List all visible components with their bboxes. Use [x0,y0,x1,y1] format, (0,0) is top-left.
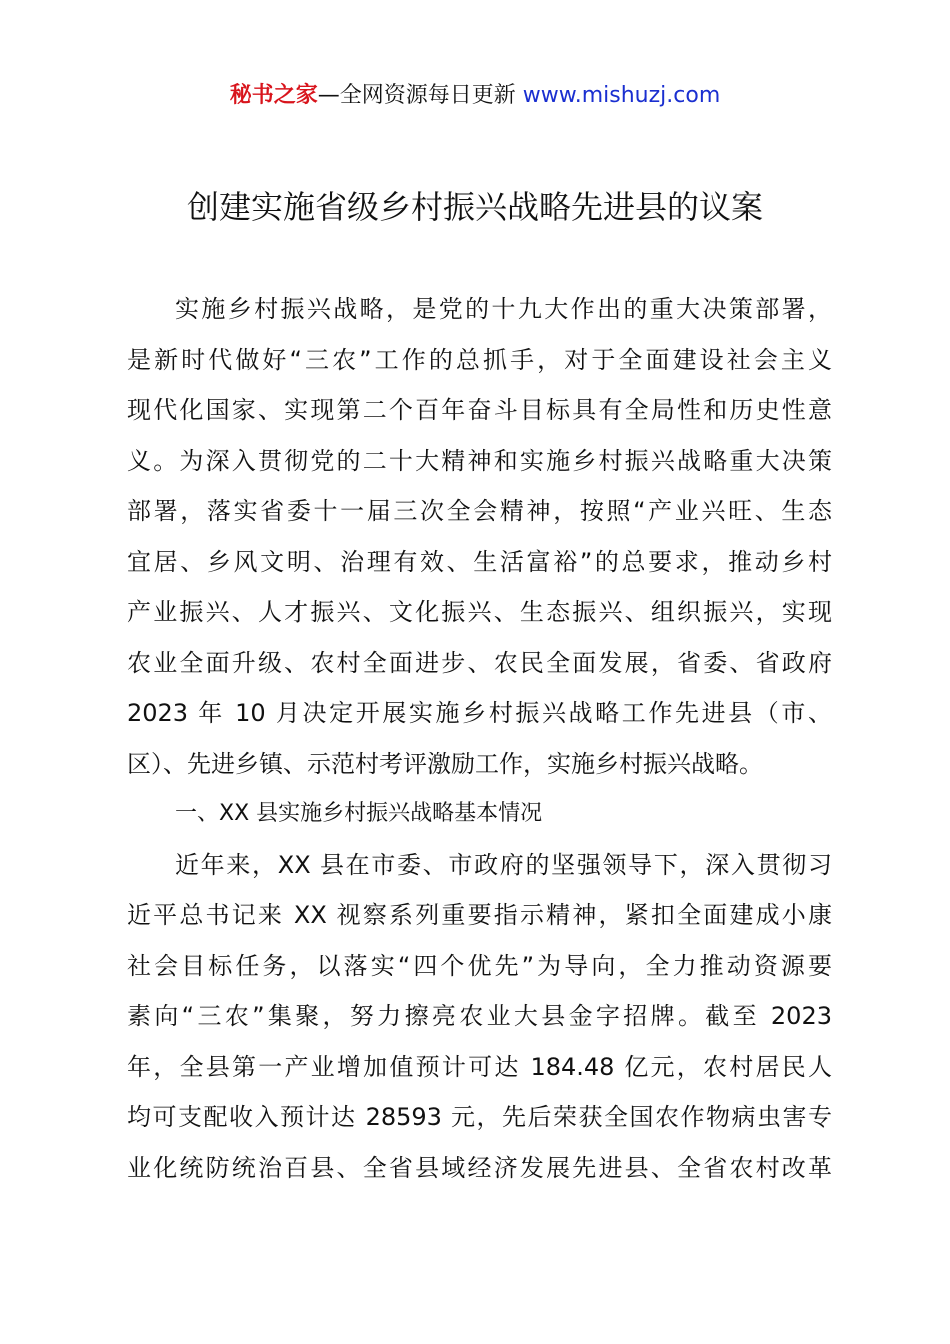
paragraph-line: 近年来，XX 县在市委、市政府的坚强领导下，深入贯彻习 [175,850,832,879]
paragraph-line: 是新时代做好“三农”工作的总抓手，对于全面建设社会主义 [127,345,832,374]
paragraph-line: 社会目标任务，以落实“四个优先”为导向，全力推动资源要 [127,951,832,980]
paragraph-line: 宜居、乡风文明、治理有效、生活富裕”的总要求，推动乡村 [127,547,832,576]
document-title: 创建实施省级乡村振兴战略先进县的议案 [186,188,763,226]
paragraph-line: 农业全面升级、农村全面进步、农民全面发展，省委、省政府 [127,648,832,677]
paragraph-line: 产业振兴、人才振兴、文化振兴、生态振兴、组织振兴，实现 [127,598,832,626]
paragraph-line: 区）、先进乡镇、示范村考评激励工作，实施乡村振兴战略。 [127,749,763,778]
paragraph-line: 现代化国家、实现第二个百年奋斗目标具有全局性和历史性意 [127,396,832,424]
paragraph-line: 业化统防统治百县、全省县域经济发展先进县、全省农村改革 [127,1153,832,1182]
site-header [0,80,950,112]
paragraph-line: 义。为深入贯彻党的二十大精神和实施乡村振兴战略重大决策 [127,446,832,475]
section-heading: 一、XX 县实施乡村振兴战略基本情况 [175,801,543,826]
paragraph-line: 年，全县第一产业增加值预计可达 184.48 亿元，农村居民人 [127,1052,832,1081]
paragraph-line: 2023 年 10 月决定开展实施乡村振兴战略工作先进县（市、 [127,699,832,727]
document-body [127,284,832,1193]
paragraph-line: 部署，落实省委十一届三次全会精神，按照“产业兴旺、生态 [127,497,832,525]
site-brand: 秘书之家 [229,83,318,108]
paragraph-line: 实施乡村振兴战略，是党的十九大作出的重大决策部署， [175,295,832,323]
site-tagline: —全网资源每日更新 [317,83,523,108]
site-url[interactable]: www.mishuzj.com [522,83,721,108]
paragraph-line: 近平总书记来 XX 视察系列重要指示精神，紧扣全面建成小康 [127,901,832,929]
paragraph-line: 均可支配收入预计达 28593 元，先后荣获全国农作物病虫害专 [127,1103,832,1131]
paragraph-line: 素向“三农”集聚，努力擦亮农业大县金字招牌。截至 2023 [127,1002,832,1030]
